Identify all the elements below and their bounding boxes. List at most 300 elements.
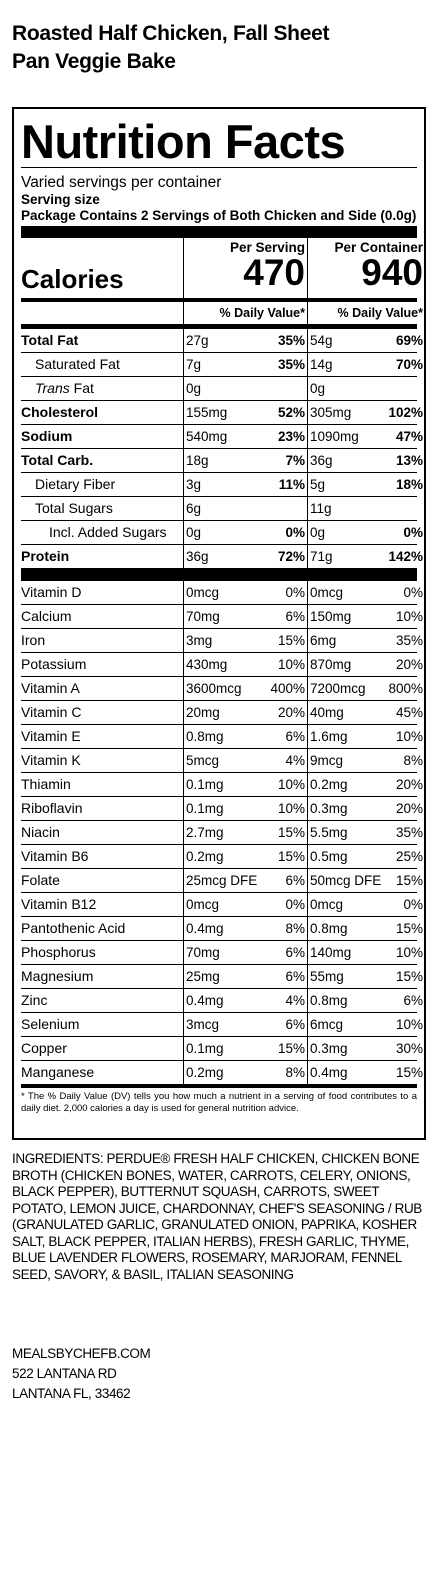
amount: 40mg (310, 705, 344, 720)
nutrient-name-text: Vitamin K (21, 752, 81, 768)
per-serving-header (183, 238, 307, 298)
nutrient-name (21, 401, 98, 424)
nutrient-row (21, 724, 423, 748)
nutrient-row (21, 604, 423, 628)
calories-container: 940 (361, 252, 423, 293)
amount: 0.8mg (310, 921, 348, 936)
nutrition-facts-heading: Nutrition Facts (21, 115, 346, 168)
nutrient-name-text: Copper (21, 1040, 67, 1056)
serving-cell (183, 917, 307, 940)
nutrient-name-text: Incl. Added Sugars (49, 524, 167, 540)
percent-daily-value: 52% (277, 405, 305, 420)
nutrient-row (21, 844, 423, 868)
amount: 11g (310, 501, 332, 516)
thick-divider (21, 568, 417, 580)
serving-cell (183, 845, 307, 868)
serving-cell (183, 605, 307, 628)
container-cell (307, 425, 425, 448)
nutrient-name (21, 989, 47, 1012)
container-cell (307, 797, 425, 820)
nutrient-name-text: Magnesium (21, 968, 94, 984)
nutrient-name-text: Total Fat (21, 332, 79, 348)
amount: 0mcg (310, 897, 344, 912)
amount: 0.1mg (186, 777, 224, 792)
nutrient-name-text: Zinc (21, 992, 48, 1008)
nutrient-row (21, 652, 423, 676)
percent-daily-value: 20% (395, 801, 423, 816)
amount: 25mg (186, 969, 220, 984)
container-cell (307, 473, 425, 496)
percent-daily-value: 45% (395, 705, 423, 720)
serving-cell (183, 629, 307, 652)
serving-cell (183, 677, 307, 700)
amount: 0g (186, 525, 202, 540)
nutrient-row (21, 424, 423, 448)
nutrient-name (21, 1061, 94, 1084)
amount: 50mcg DFE (310, 873, 382, 888)
container-cell (307, 1061, 425, 1084)
percent-daily-value: 6% (285, 945, 305, 960)
percent-daily-value: 10% (277, 777, 305, 792)
nutrient-name (21, 605, 72, 628)
percent-daily-value: 10% (277, 657, 305, 672)
amount: 14g (310, 357, 333, 372)
amount: 5mcg (186, 753, 220, 768)
amount: 54g (310, 333, 333, 348)
nutrient-row (21, 352, 423, 376)
serving-cell (183, 329, 307, 352)
per-container-header (307, 238, 425, 298)
nutrient-name-text: Total Carb. (21, 452, 94, 468)
percent-daily-value: 10% (395, 1017, 423, 1032)
percent-daily-value: 20% (395, 777, 423, 792)
amount: 150mg (310, 609, 352, 624)
percent-daily-value: 69% (395, 333, 423, 348)
nutrient-name (21, 1013, 79, 1036)
nutrient-name (21, 797, 82, 820)
percent-daily-value: 15% (277, 825, 305, 840)
percent-daily-value: 15% (277, 1041, 305, 1056)
container-cell (307, 449, 425, 472)
serving-cell (183, 473, 307, 496)
percent-daily-value: 6% (403, 993, 423, 1008)
percent-daily-value: 0% (285, 525, 305, 540)
percent-daily-value: 15% (395, 921, 423, 936)
serving-cell (183, 377, 307, 400)
percent-daily-value: 0% (403, 525, 423, 540)
percent-daily-value: 15% (277, 849, 305, 864)
percent-daily-value: 10% (395, 945, 423, 960)
nutrient-name (21, 329, 78, 352)
nutrient-name-text: Vitamin C (21, 704, 82, 720)
product-title (12, 20, 432, 76)
amount: 55mg (310, 969, 344, 984)
nutrient-row (21, 916, 423, 940)
container-cell (307, 629, 425, 652)
amount: 0.4mg (310, 1065, 348, 1080)
nutrient-row (21, 1036, 423, 1060)
nutrient-name (21, 581, 81, 604)
amount: 540mg (186, 429, 228, 444)
nutrient-name (35, 377, 94, 400)
amount: 70mg (186, 609, 220, 624)
product-title-line2: Pan Veggie Bake (12, 50, 176, 73)
amount: 0mcg (186, 897, 220, 912)
container-cell (307, 401, 425, 424)
nutrient-name (21, 845, 88, 868)
amount: 9mcg (310, 753, 344, 768)
container-cell (307, 329, 425, 352)
nutrient-row (21, 892, 423, 916)
amount: 7200mcg (310, 681, 366, 696)
container-cell (307, 677, 425, 700)
amount: 0mcg (186, 585, 220, 600)
percent-daily-value: 15% (277, 633, 305, 648)
percent-daily-value: 20% (395, 657, 423, 672)
vitamins-minerals (21, 580, 423, 1084)
container-cell (307, 377, 425, 400)
address-street: 522 LANTANA RD (12, 1366, 117, 1381)
nutrient-row (21, 580, 423, 604)
container-cell (307, 941, 425, 964)
calories-section (21, 238, 423, 298)
percent-daily-value: 8% (285, 921, 305, 936)
thick-divider (21, 226, 417, 238)
serving-cell (183, 893, 307, 916)
nutrient-row (21, 748, 423, 772)
nutrient-name-text: Niacin (21, 824, 60, 840)
amount: 0.1mg (186, 1041, 224, 1056)
nutrient-name-text: Fat (69, 380, 94, 396)
percent-daily-value: 8% (285, 1065, 305, 1080)
product-title-line1: Roasted Half Chicken, Fall Sheet (12, 22, 330, 45)
nutrient-name-text: Vitamin A (21, 680, 80, 696)
percent-daily-value: 10% (395, 609, 423, 624)
percent-daily-value: 4% (285, 993, 305, 1008)
nutrient-row (21, 628, 423, 652)
percent-daily-value: 30% (395, 1041, 423, 1056)
nutrient-name-text: Manganese (21, 1064, 95, 1080)
amount: 5.5mg (310, 825, 348, 840)
serving-cell (183, 749, 307, 772)
nutrient-name (35, 353, 120, 376)
container-cell (307, 521, 425, 544)
amount: 36g (186, 549, 209, 564)
nutrient-row (21, 544, 423, 568)
percent-daily-value: 6% (285, 609, 305, 624)
percent-daily-value: 11% (278, 477, 305, 492)
nutrient-name (21, 917, 125, 940)
nutrient-name (21, 677, 80, 700)
percent-daily-value: 70% (395, 357, 423, 372)
ingredients: INGREDIENTS: PERDUE® FRESH HALF CHICKEN, CHICKEN BONE BROTH (CHICKEN BONES, WATER, CARROTS, CELERY, ONIONS, BLACK PEPPER), BUTTERNUT SQUASH, CARROTS, SWEET POTATO, LEMON JUICE, CHARDONNAY, CHEF'S SEASONING / RUB (GRANULATED GARLIC, GRANULATED ONION, PAPRIKA, KOSHER SALT, BLACK PEPPER, ITALIAN HERBS), FRESH GARLIC, THYME, BLUE LAVENDER FLOWERS, ROSEMARY, MARJORAM, FENNEL SEED, SAVORY, & BASIL, ITALIAN SEASONING (12, 1151, 422, 1282)
percent-daily-value: 15% (395, 1065, 423, 1080)
amount: 0mcg (310, 585, 344, 600)
percent-daily-value: 35% (277, 333, 305, 348)
nutrient-row (21, 1012, 423, 1036)
amount: 36g (310, 453, 333, 468)
percent-daily-value: 35% (395, 633, 423, 648)
serving-cell (183, 521, 307, 544)
nutrient-name (21, 725, 81, 748)
nutrient-row (21, 772, 423, 796)
amount: 0.2mg (186, 1065, 224, 1080)
nutrient-row (21, 796, 423, 820)
nutrient-row (21, 868, 423, 892)
main-nutrients (21, 328, 423, 568)
percent-daily-value: 6% (285, 873, 305, 888)
nutrient-name-text: Selenium (21, 1016, 80, 1032)
container-cell (307, 701, 425, 724)
address (12, 1344, 432, 1404)
container-cell (307, 917, 425, 940)
nutrient-name (21, 821, 60, 844)
serving-cell (183, 869, 307, 892)
percent-daily-value: 72% (277, 549, 305, 564)
percent-daily-value: 6% (285, 969, 305, 984)
amount: 0.8mg (186, 729, 224, 744)
container-cell (307, 497, 425, 520)
nutrient-name (21, 425, 72, 448)
amount: 6g (186, 501, 202, 516)
nutrient-name (35, 497, 113, 520)
nutrient-name-text: Total Sugars (35, 500, 113, 516)
nutrient-row (21, 820, 423, 844)
amount: 0g (310, 525, 326, 540)
serving-cell (183, 1037, 307, 1060)
nutrient-name-text: Cholesterol (21, 404, 99, 420)
nutrient-row (21, 700, 423, 724)
nutrient-name (21, 545, 69, 568)
nutrient-row (21, 448, 423, 472)
container-cell (307, 725, 425, 748)
nutrient-name (21, 701, 81, 724)
dv-header-container: % Daily Value* (307, 302, 425, 324)
calories-serving: 470 (243, 252, 305, 293)
amount: 70mg (186, 945, 220, 960)
percent-daily-value: 6% (285, 1017, 305, 1032)
footnote: * The % Daily Value (DV) tells you how much a nutrient in a serving of food contributes to a daily diet. 2,000 calories a day is used for general nutrition advice. (21, 1084, 417, 1115)
container-cell (307, 1013, 425, 1036)
percent-daily-value: 0% (403, 585, 423, 600)
percent-daily-value: 102% (388, 405, 423, 420)
amount: 20mg (186, 705, 220, 720)
percent-daily-value: 800% (388, 681, 423, 696)
amount: 3mcg (186, 1017, 220, 1032)
amount: 7g (186, 357, 202, 372)
percent-daily-value: 20% (277, 705, 305, 720)
nutrient-name-text: Protein (21, 548, 70, 564)
percent-daily-value: 35% (395, 825, 423, 840)
nutrient-row (21, 940, 423, 964)
amount: 0g (310, 381, 326, 396)
percent-daily-value: 23% (277, 429, 305, 444)
amount: 155mg (186, 405, 228, 420)
amount: 6mg (310, 633, 337, 648)
nutrient-row (21, 964, 423, 988)
nutrient-row (21, 1060, 423, 1084)
container-cell (307, 353, 425, 376)
percent-daily-value: 0% (285, 897, 305, 912)
amount: 140mg (310, 945, 352, 960)
container-cell (307, 869, 425, 892)
serving-cell (183, 797, 307, 820)
amount: 870mg (310, 657, 352, 672)
nutrient-name-italic: Trans (35, 380, 70, 396)
container-cell (307, 1037, 425, 1060)
serving-size-label: Serving size (21, 192, 100, 207)
nutrient-name (21, 449, 93, 472)
container-cell (307, 581, 425, 604)
nutrient-name (21, 773, 71, 796)
percent-daily-value: 35% (277, 357, 305, 372)
serving-cell (183, 725, 307, 748)
nutrient-name-text: Vitamin B12 (21, 896, 97, 912)
amount: 0g (186, 381, 202, 396)
amount: 0.1mg (186, 801, 224, 816)
amount: 0.2mg (310, 777, 348, 792)
serving-cell (183, 773, 307, 796)
container-cell (307, 893, 425, 916)
nutrient-row (21, 472, 423, 496)
nutrient-name-text: Iron (21, 632, 46, 648)
calories-label: Calories (21, 264, 124, 294)
serving-cell (183, 941, 307, 964)
daily-value-header (21, 298, 423, 324)
nutrient-name-text: Vitamin E (21, 728, 81, 744)
address-website: MEALSBYCHEFB.COM (12, 1346, 151, 1361)
serving-cell (183, 353, 307, 376)
percent-daily-value: 7% (285, 453, 305, 468)
container-cell (307, 821, 425, 844)
container-cell (307, 989, 425, 1012)
container-cell (307, 965, 425, 988)
nutrient-name (21, 941, 96, 964)
nutrient-name-text: Potassium (21, 656, 87, 672)
nutrient-name-text: Riboflavin (21, 800, 83, 816)
percent-daily-value: 10% (277, 801, 305, 816)
percent-daily-value: 15% (395, 873, 423, 888)
nutrient-name-text: Phosphorus (21, 944, 96, 960)
amount: 0.2mg (186, 849, 224, 864)
nutrient-name-text: Saturated Fat (35, 356, 120, 372)
nutrient-name (35, 473, 115, 496)
percent-daily-value: 400% (270, 681, 305, 696)
amount: 0.4mg (186, 921, 224, 936)
serving-cell (183, 425, 307, 448)
amount: 27g (186, 333, 209, 348)
amount: 0.3mg (310, 801, 348, 816)
nutrient-name-text: Calcium (21, 608, 72, 624)
nutrient-name-text: Sodium (21, 428, 73, 444)
percent-daily-value: 10% (395, 729, 423, 744)
amount: 3g (186, 477, 202, 492)
percent-daily-value: 0% (403, 897, 423, 912)
nutrient-row (21, 376, 417, 400)
nutrient-row (21, 676, 423, 700)
per-serving-label: Per Serving (229, 240, 305, 255)
percent-daily-value: 47% (395, 429, 423, 444)
serving-cell (183, 497, 307, 520)
per-container-label: Per Container (334, 240, 423, 255)
serving-cell (183, 449, 307, 472)
amount: 71g (310, 549, 333, 564)
serving-cell (183, 821, 307, 844)
nutrient-name-text: Pantothenic Acid (21, 920, 126, 936)
nutrient-name (49, 521, 167, 544)
serving-cell (183, 545, 307, 568)
servings-per-container: Varied servings per container (21, 174, 222, 191)
percent-daily-value: 18% (395, 477, 423, 492)
container-cell (307, 545, 425, 568)
nutrition-facts-label (12, 107, 426, 1140)
nutrient-name-text: Folate (21, 872, 60, 888)
nutrient-row (21, 496, 417, 520)
serving-cell (183, 965, 307, 988)
percent-daily-value: 0% (285, 585, 305, 600)
dv-header-serving: % Daily Value* (183, 302, 307, 324)
serving-size-value: Package Contains 2 Servings of Both Chicken and Side (0.0g) (21, 208, 417, 223)
nutrient-name-text: Thiamin (21, 776, 71, 792)
amount: 430mg (186, 657, 228, 672)
serving-cell (183, 989, 307, 1012)
percent-daily-value: 15% (395, 969, 423, 984)
serving-cell (183, 701, 307, 724)
nutrient-name (21, 869, 60, 892)
nutrient-name (21, 965, 93, 988)
nutrient-name (21, 653, 86, 676)
serving-cell (183, 401, 307, 424)
amount: 0.4mg (186, 993, 224, 1008)
percent-daily-value: 142% (388, 549, 423, 564)
amount: 25mcg DFE (186, 873, 258, 888)
container-cell (307, 605, 425, 628)
amount: 18g (186, 453, 209, 468)
nutrient-name (21, 749, 81, 772)
serving-cell (183, 1061, 307, 1084)
amount: 3600mcg (186, 681, 242, 696)
serving-cell (183, 653, 307, 676)
amount: 2.7mg (186, 825, 224, 840)
nutrient-name-text: Vitamin B6 (21, 848, 89, 864)
amount: 5g (310, 477, 326, 492)
percent-daily-value: 13% (395, 453, 423, 468)
nutrient-name (21, 629, 45, 652)
percent-daily-value: 8% (403, 753, 423, 768)
nutrient-row (21, 400, 423, 424)
amount: 3mg (186, 633, 213, 648)
container-cell (307, 773, 425, 796)
amount: 1090mg (310, 429, 359, 444)
percent-daily-value: 6% (285, 729, 305, 744)
amount: 1.6mg (310, 729, 348, 744)
nutrient-name-text: Dietary Fiber (35, 476, 116, 492)
amount: 0.3mg (310, 1041, 348, 1056)
percent-daily-value: 4% (285, 753, 305, 768)
serving-cell (183, 581, 307, 604)
amount: 6mcg (310, 1017, 344, 1032)
container-cell (307, 653, 425, 676)
amount: 0.8mg (310, 993, 348, 1008)
amount: 0.5mg (310, 849, 348, 864)
serving-cell (183, 1013, 307, 1036)
address-city: LANTANA FL, 33462 (12, 1386, 131, 1401)
nutrient-name (21, 1037, 67, 1060)
percent-daily-value: 25% (395, 849, 423, 864)
amount: 305mg (310, 405, 352, 420)
nutrient-row (21, 520, 423, 544)
container-cell (307, 749, 425, 772)
